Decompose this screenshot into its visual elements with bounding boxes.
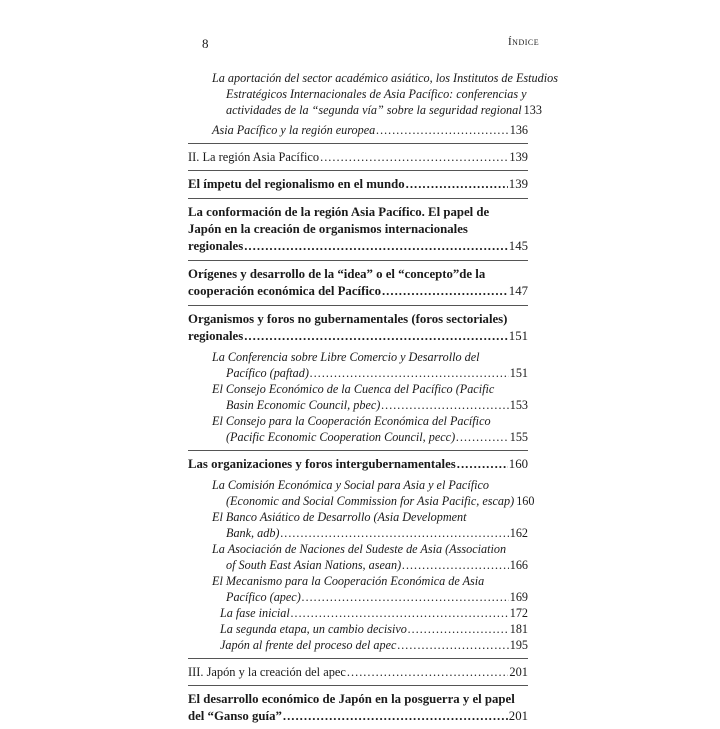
running-head: Índice [508,36,540,48]
toc-entry [188,413,528,445]
toc-entry [188,311,528,345]
toc-entry-text: cooperación económica del Pacífico [188,284,381,298]
dot-leader [406,176,508,193]
dot-leader [347,664,509,680]
toc-page-number: 153 [509,398,528,412]
toc-page-number: 172 [509,606,528,620]
toc-entry [188,381,528,413]
toc-entry-text: regionales [188,239,244,253]
toc-entry-text: Japón en la creación de organismos internacionales [188,222,468,236]
toc-page-number: 169 [509,590,528,604]
toc-entry-text: Orígenes y desarrollo de la “idea” o el “concepto”de la [188,267,486,281]
toc-page-number: 181 [509,622,528,636]
dot-leader [397,637,508,653]
toc-page-number: 162 [509,526,528,540]
toc-entry-text: El Mecanismo para la Cooperación Económica de Asia [212,574,485,588]
toc-entry-text: Estratégicos Internacionales de Asia Pacífico: conferencias y [226,87,527,101]
toc-entry-text: La fase inicial [220,606,290,620]
toc-entry-text: of South East Asian Nations, asean) [226,558,402,572]
toc-entry-text: La Asociación de Naciones del Sudeste de Asia (Association [212,542,507,556]
toc-entry [188,573,528,605]
toc-entry-text: El ímpetu del regionalismo en el mundo [188,177,405,191]
toc-page-number: 201 [509,665,528,679]
divider [188,143,528,144]
toc-entry-text: Basin Economic Council, pbec) [226,398,381,412]
dot-leader [402,557,509,573]
toc-entry [188,621,528,637]
toc-entry [188,204,528,255]
toc-entry-text: La segunda etapa, un cambio decisivo [220,622,407,636]
divider [188,198,528,199]
toc-page-number: 145 [508,239,528,253]
dot-leader [302,589,509,605]
toc-page-number: 133 [523,103,542,117]
toc-page-number: 136 [509,123,528,137]
toc-entry-text: regionales [188,329,244,343]
toc-entry [188,664,528,680]
toc-page-number: 151 [508,329,528,343]
toc-entry-text: II. La región Asia Pacífico [188,150,320,164]
divider [188,450,528,451]
divider [188,658,528,659]
toc-page-number: 139 [509,150,528,164]
dot-leader [310,365,509,381]
toc-entry-text: La aportación del sector académico asiático, los Institutos de Estudios [212,71,558,85]
toc-entry [188,605,528,621]
dot-leader [456,429,509,445]
toc-entry-text: La Conferencia sobre Libre Comercio y Desarrollo del [212,350,480,364]
toc-entry-text: El Consejo Económico de la Cuenca del Pacífico (Pacific [212,382,495,396]
dot-leader [320,149,508,165]
toc-entry-text: El Consejo para la Cooperación Económica del Pacífico [212,414,491,428]
toc-entry [188,70,558,118]
toc-entry-text: (Economic and Social Commission for Asia Pacific, escap) [226,494,515,508]
toc-entry [188,349,528,381]
toc-page-number: 155 [509,430,528,444]
toc-entry-text: actividades de la “segunda vía” sobre la seguridad regional [226,103,522,117]
toc-entry-text: III. Japón y la creación del apec [188,665,346,679]
toc-entry [188,477,535,509]
page-number: 8 [202,36,209,51]
toc-entry-text: Organismos y foros no gubernamentales (foros sectoriales) [188,312,508,326]
toc-entry-text: La conformación de la región Asia Pacífico. El papel de [188,205,490,219]
toc-page-number: 160 [516,494,535,508]
toc-entry-text: La Comisión Económica y Social para Asia y el Pacífico [212,478,490,492]
dot-leader [244,238,508,255]
toc-page-number: 151 [509,366,528,380]
toc-entry [188,637,528,653]
toc-entry-text: Pacífico (apec) [226,590,301,604]
toc-entry-text: (Pacific Economic Cooperation Council, pecc) [226,430,456,444]
divider [188,305,528,306]
toc-page-number: 166 [509,558,528,572]
divider [188,685,528,686]
toc-entry [188,176,528,193]
toc-entry-text: del “Ganso guía” [188,709,282,723]
toc-entry-text: Pacífico (paftad) [226,366,309,380]
dot-leader [291,605,509,621]
toc-entry [188,149,528,165]
toc-entry [188,266,528,300]
dot-leader [376,122,508,138]
divider [188,260,528,261]
dot-leader [457,456,508,473]
toc-entry-text: Bank, adb) [226,526,280,540]
dot-leader [283,708,508,725]
toc-entry-text: Japón al frente del proceso del apec [220,638,397,652]
dot-leader [381,397,508,413]
toc-page-number: 201 [508,709,528,723]
toc-page-number: 147 [508,284,528,298]
dot-leader [408,621,509,637]
toc-entry [188,541,528,573]
dot-leader [280,525,508,541]
toc-page-number: 160 [508,457,528,471]
toc-entry-text: Las organizaciones y foros intergubernamentales [188,457,456,471]
toc-entry [188,456,528,473]
toc-entry [188,509,528,541]
toc-entry-text: El desarrollo económico de Japón en la posguerra y el papel [188,692,515,706]
toc-page-number: 139 [508,177,528,191]
divider [188,170,528,171]
dot-leader [244,328,508,345]
toc-entry-text: El Banco Asiático de Desarrollo (Asia Development [212,510,467,524]
dot-leader [382,283,508,300]
toc-page-number: 195 [509,638,528,652]
toc-entry [188,122,528,138]
toc-entry-text: Asia Pacífico y la región europea [212,123,376,137]
table-of-contents [188,70,558,729]
